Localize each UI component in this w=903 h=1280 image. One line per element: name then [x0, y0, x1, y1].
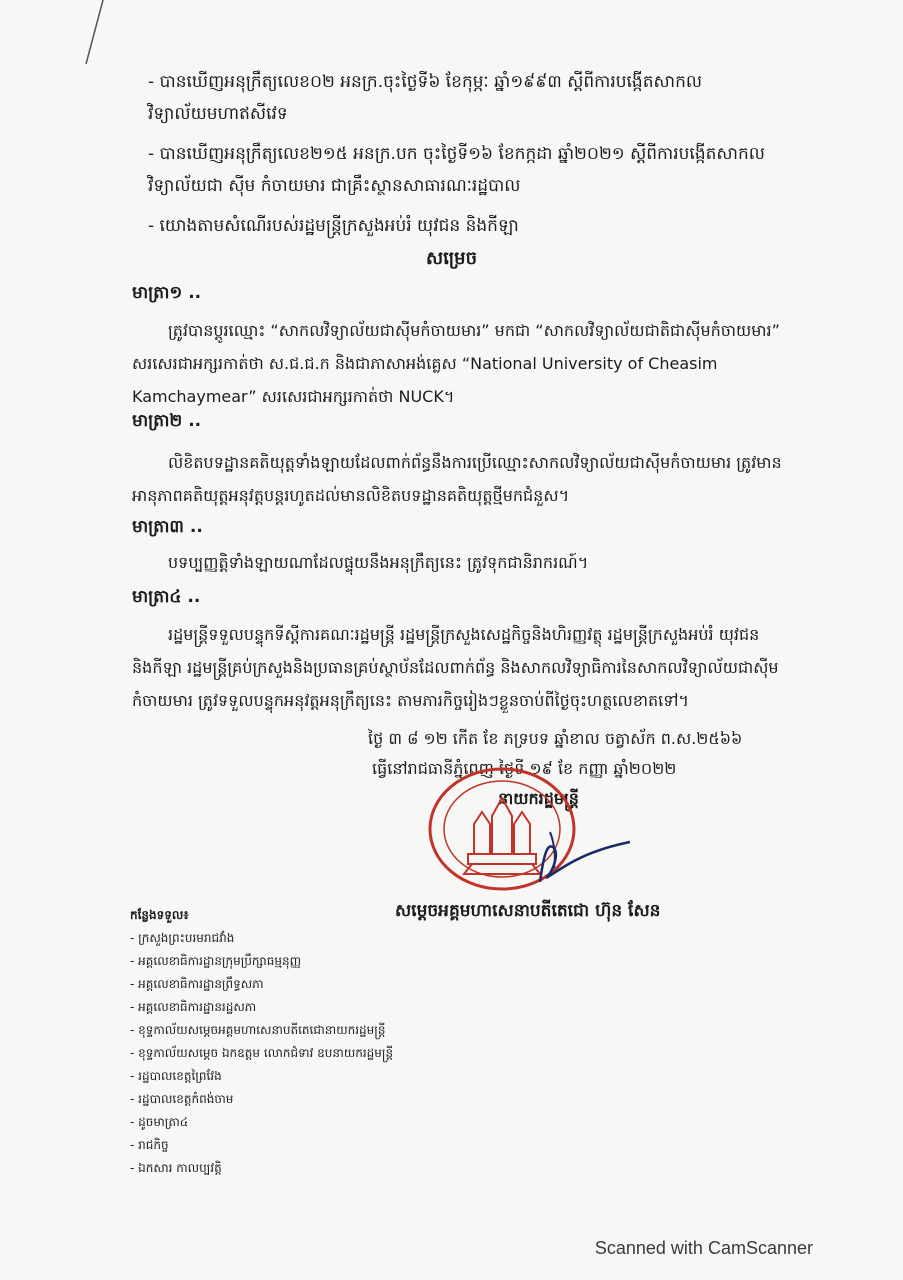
recipient-item: - ខុទ្ទកាល័យសម្តេចអគ្គមហាសេនាបតីតេជោនាយករដ្ឋមន្ត្រី	[130, 1023, 386, 1037]
preamble-item	[148, 138, 788, 202]
preamble-item	[148, 66, 788, 130]
recipient-item: - រដ្ឋបាលខេត្តព្រៃវែង	[130, 1069, 222, 1083]
recipient-item: - ដូចមាត្រា៤	[130, 1115, 189, 1129]
decision-heading: សម្រេច	[425, 248, 478, 269]
scan-fold-line	[0, 0, 110, 130]
recipient-item: - អគ្គលេខាធិការដ្ឋានព្រឹទ្ធសភា	[130, 977, 264, 991]
article-3-title: មាត្រា៣ ..	[132, 517, 203, 537]
recipient-item: - រាជកិច្ច	[130, 1138, 169, 1152]
recipient-item: - អគ្គលេខាធិការដ្ឋានរដ្ឋសភា	[130, 1000, 257, 1014]
article-2-body: លិខិតបទដ្ឋានគតិយុត្តទាំងឡាយដែលពាក់ព័ន្ធនឹងការប្រើឈ្មោះសាកលវិទ្យាល័យជាស៊ីមកំចាយមារ ត្រូវមានអានុភាពគតិយុត្តអនុវត្តបន្តរហូតដល់មានលិខិតបទដ្ឋានគតិយុត្តថ្មីមកជំនួស។	[132, 453, 782, 505]
article-1-body: ត្រូវបានប្តូរឈ្មោះ “សាកលវិទ្យាល័យជាស៊ីមកំចាយមារ” មកជា “សាកលវិទ្យាល័យជាតិជាស៊ីមកំចាយមារ” សរសេរជាអក្សរកាត់ថា ស.ជ.ជ.ក និងជាភាសាអង់គ្លេស “National University of Cheasim Kamchaymear” សរសេរជាអក្សរកាត់ថា NUCK។	[132, 321, 780, 406]
preamble-list	[148, 66, 788, 250]
place-date: ធ្វើនៅរាជធានីភ្នំពេញ ថ្ងៃទី ១៩ ខែ កញ្ញា ឆ្នាំ២០២២	[372, 759, 677, 778]
preamble-text: - បានឃើញអនុក្រឹត្យលេខ២១៥ អនក្រ.បក ចុះថ្ងៃទី១៦ ខែកក្កដា ឆ្នាំ២០២១ ស្តីពីការបង្កើតសាកលវិទ្យាល័យជា ស៊ីម កំចាយមារ ជាគ្រឹះស្ថានសាធារណៈរដ្ឋបាល	[148, 144, 765, 196]
signer-role: នាយករដ្ឋមន្ត្រី	[498, 789, 579, 808]
recipients-list	[130, 904, 393, 1180]
recipient-item: - រដ្ឋបាលខេត្តកំពង់ចាម	[130, 1092, 234, 1106]
recipient-item: - ខុទ្ទកាល័យសម្តេច ឯកឧត្តម លោកជំទាវ ឧបនាយករដ្ឋមន្ត្រី	[130, 1046, 394, 1060]
signature	[520, 812, 640, 892]
article-2-title: មាត្រា២ ..	[132, 411, 202, 431]
recipient-item: - អគ្គលេខាធិការដ្ឋានក្រុមប្រឹក្សាធម្មនុញ្ញ	[130, 954, 302, 968]
article-4-title: មាត្រា៤ ..	[132, 587, 201, 607]
recipient-item: - ឯកសារ កាលប្បវត្តិ	[130, 1161, 222, 1175]
preamble-item	[148, 210, 788, 242]
preamble-text: - បានឃើញអនុក្រឹត្យលេខ០២ អនក្រ.ចុះថ្ងៃទី៦ ខែកុម្ភៈ ឆ្នាំ១៩៩៣ ស្តីពីការបង្កើតសាកលវិទ្យាល័យមហាឥសីវេទ	[148, 72, 703, 124]
preamble-text: - យោងតាមសំណើរបស់រដ្ឋមន្ត្រីក្រសួងអប់រំ យុវជន និងកីឡា	[148, 216, 519, 236]
recipients-title: កន្លែងទទួល៖	[130, 908, 189, 922]
lunar-date: ថ្ងៃ ៣ ៨ ១២ កើត ខែ ភទ្របទ ឆ្នាំខាល ចត្វាស័ក ព.ស.២៥៦៦	[368, 729, 743, 748]
recipient-item: - ក្រសួងព្រះបរមរាជវាំង	[130, 931, 235, 945]
signer-name: សម្តេចអគ្គមហាសេនាបតីតេជោ ហ៊ុន សែន	[395, 901, 661, 921]
article-4-body: រដ្ឋមន្ត្រីទទួលបន្ទុកទីស្តីការគណៈរដ្ឋមន្ត្រី រដ្ឋមន្ត្រីក្រសួងសេដ្ឋកិច្ចនិងហិរញ្ញវត្ថុ រដ្ឋមន្ត្រីក្រសួងអប់រំ យុវជន និងកីឡា រដ្ឋមន្ត្រីគ្រប់ក្រសួងនិងប្រធានគ្រប់ស្ថាប័នដែលពាក់ព័ន្ធ និងសាកលវិទ្យាធិការនៃសាកលវិទ្យាល័យជាស៊ីមកំចាយមារ ត្រូវទទួលបន្ទុកអនុវត្តអនុក្រឹត្យនេះ តាមភារកិច្ចរៀងៗខ្លួនចាប់ពីថ្ងៃចុះហត្ថលេខាតទៅ។	[132, 625, 779, 710]
article-3-body: បទប្បញ្ញត្តិទាំងឡាយណាដែលផ្ទុយនឹងអនុក្រឹត្យនេះ ត្រូវទុកជានិរាករណ៍។	[168, 553, 589, 572]
camscanner-watermark: Scanned with CamScanner	[594, 1238, 813, 1258]
article-1-title: មាត្រា១ ..	[132, 283, 202, 303]
